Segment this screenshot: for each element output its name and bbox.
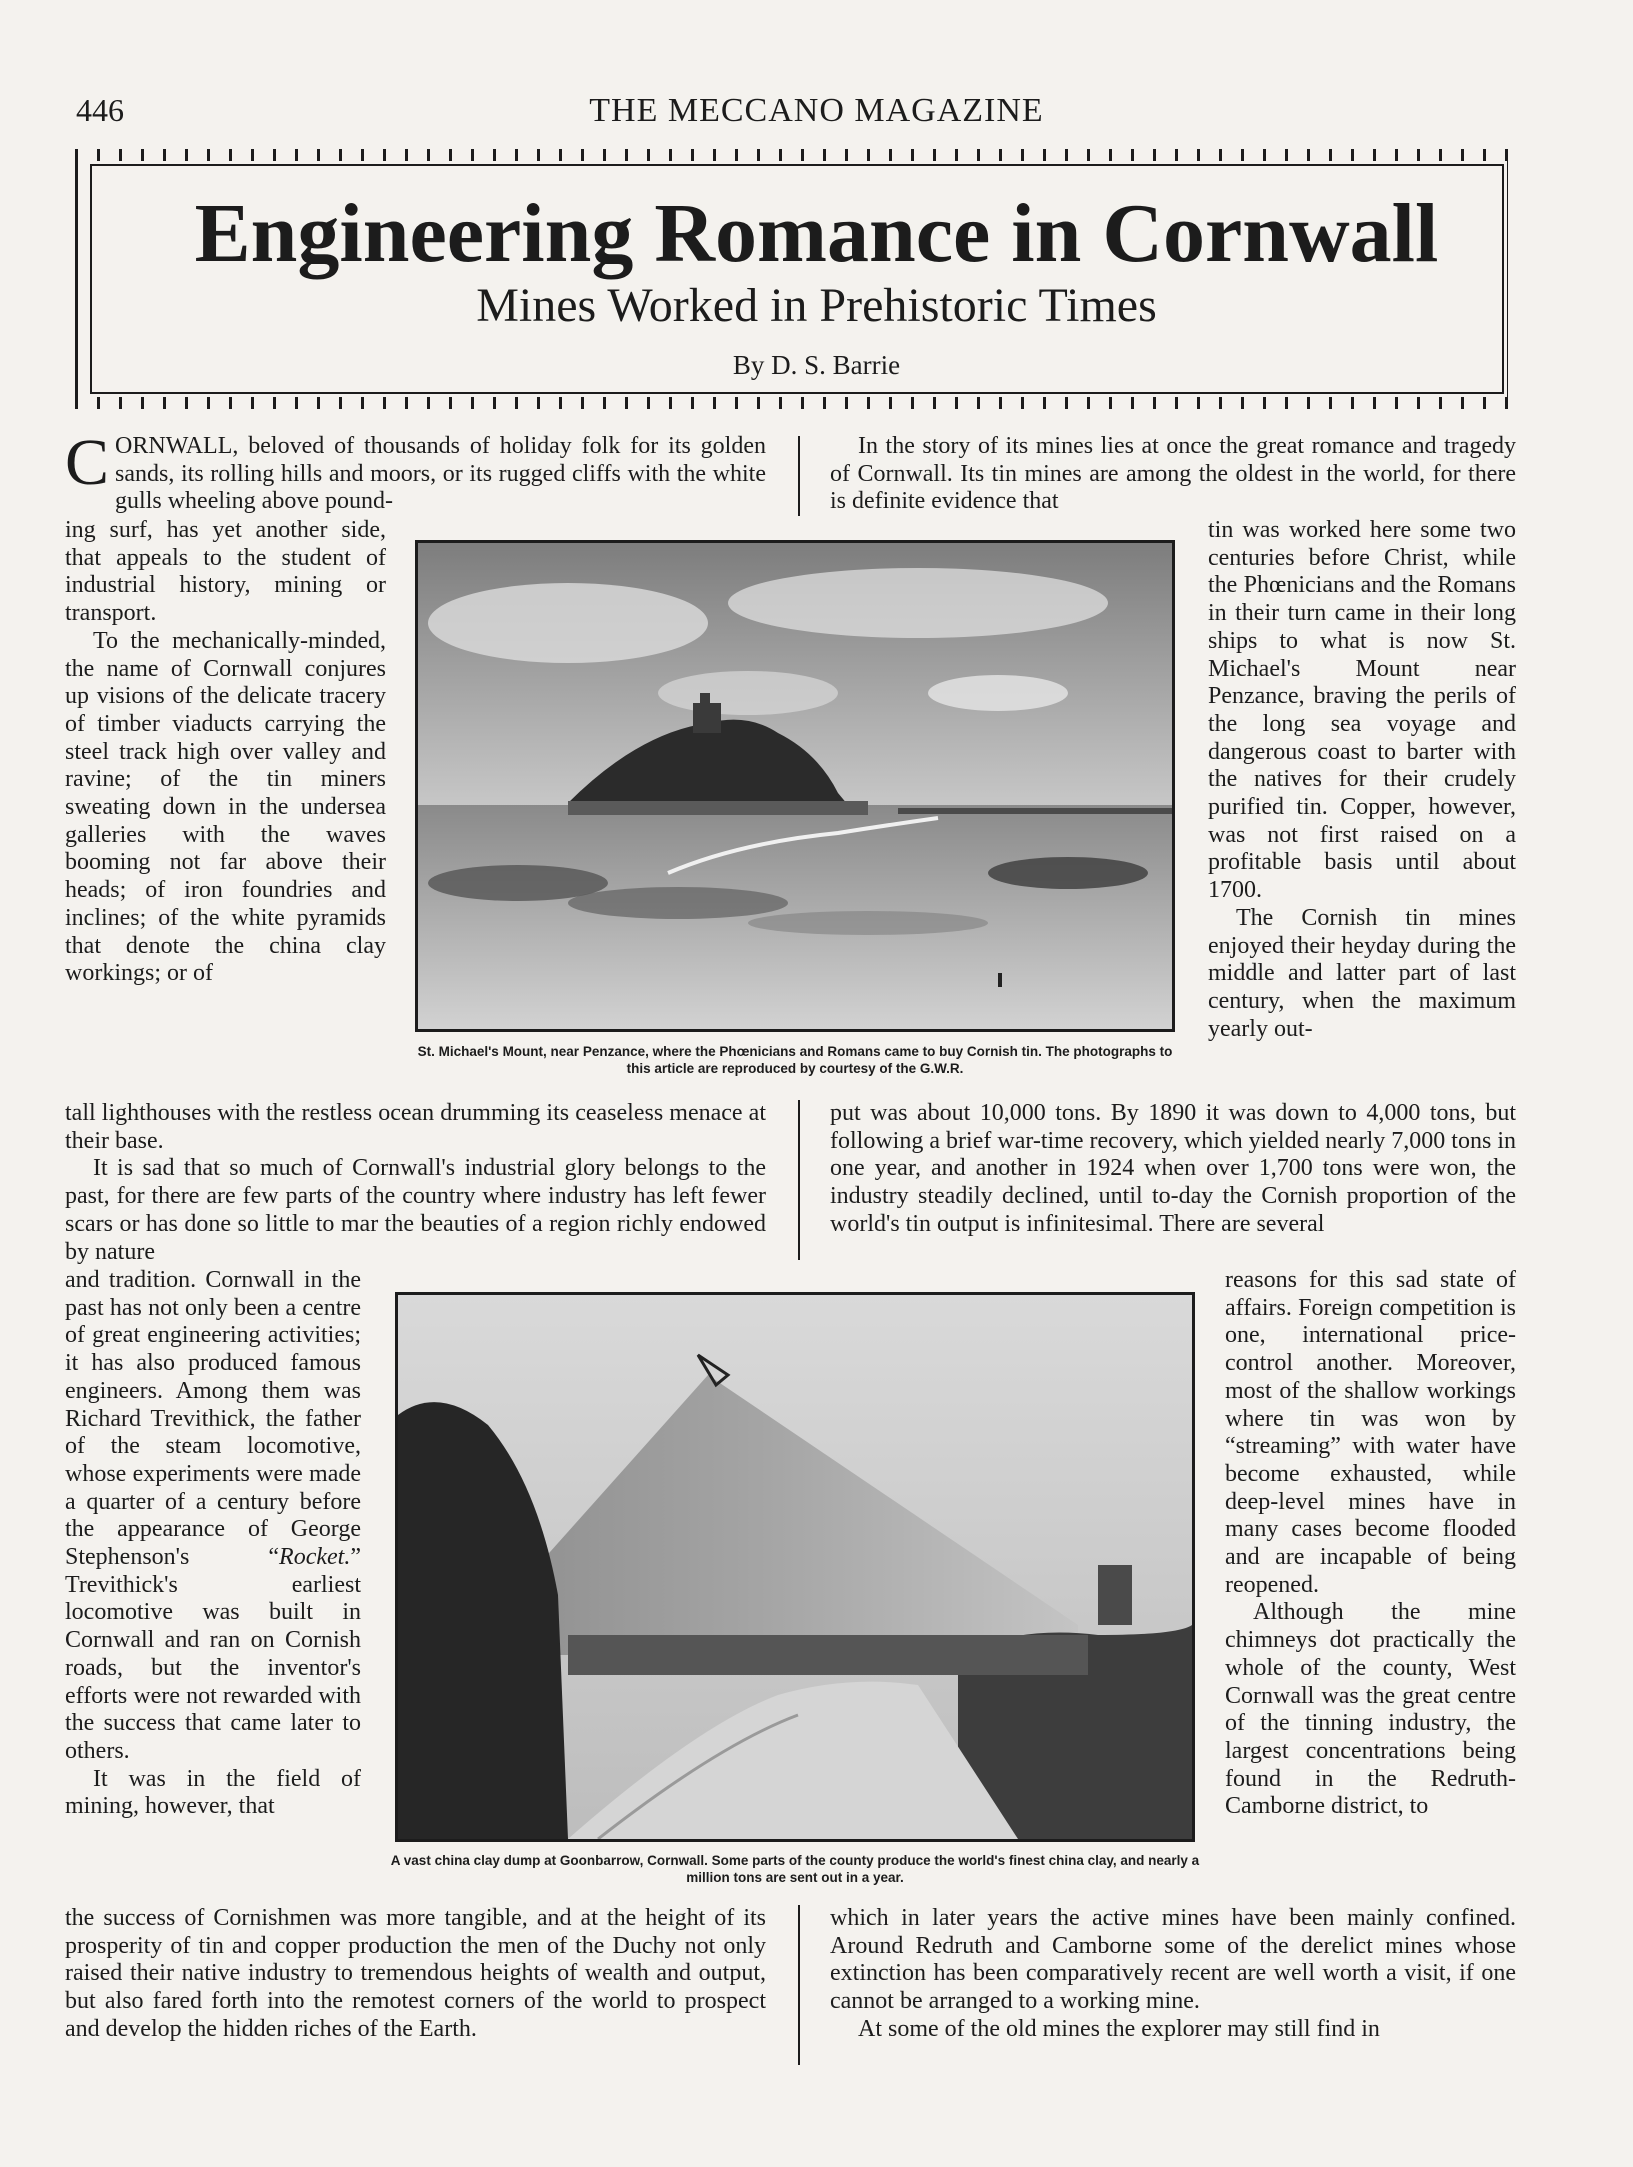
paragraph: The Cornish tin mines enjoyed their heyday during the middle and latter part of last century, when the maximum yearly out- [1208, 904, 1516, 1042]
right-column-mid [830, 1100, 1516, 1239]
page-number: 446 [76, 92, 124, 128]
column-rule [798, 436, 800, 516]
paragraph: It is sad that so much of Cornwall's industrial glory belongs to the past, for there are few parts of the country where industry has left fewer scars or has done so little to mar the beauties of a region richly endowed by nature [65, 1155, 766, 1265]
intro-text: ORNWALL, beloved of thousands of holiday folk for its golden sands, its rolling hills and moors, or its rugged cliffs with the white gulls wheeling above pound- [115, 433, 766, 515]
column-rule [798, 1905, 800, 2065]
magazine-title: THE MECCANO MAGAZINE [589, 92, 1044, 129]
paragraph: the success of Cornishmen was more tangible, and at the height of its prosperity of tin and copper production the men of the Duchy not only raised their native industry to tremendous heights of wealth and output, but also fared forth into the remotest corners of the world to prospect and develop the hidden riches of the Earth. [65, 1905, 766, 2042]
paragraph: Although the mine chimneys dot practically the whole of the county, West Cornwall was the great centre of the tinning industry, the largest concentrations being found in the Redruth-Camborne district, to [1225, 1599, 1516, 1820]
paragraph: To the mechanically-minded, the name of Cornwall conjures up visions of the delicate tracery of timber viaducts carrying the steel track high over valley and ravine; of the tin miners sweating down in the undersea galleries with the waves booming not far above their heads; of iron foundries and inclines; of the white pyramids that denote the china clay workings; or of [65, 627, 386, 987]
paragraph: put was about 10,000 tons. By 1890 it was down to 4,000 tons, but following a brief war-time recovery, which yielded nearly 7,000 tons in one year, and another in 1924 when over 1,700 tons were won, the industry steadily declined, until to-day the Cornish proportion of the world's tin output is infinitesimal. There are several [830, 1100, 1516, 1237]
left-column-narrow-1 [65, 517, 386, 988]
article-title: Engineering Romance in Cornwall [194, 187, 1439, 280]
article-byline: By D. S. Barrie [732, 350, 901, 380]
china-clay-dump-image [398, 1295, 1192, 1839]
paragraph: It was in the field of mining, however, that [65, 1765, 361, 1820]
paragraph: tin was worked here some two centuries before Christ, while the Phœnicians and the Romans in their turn came in their long ships to what is now St. Michael's Mount near Penzance, braving the perils of the long sea voyage and dangerous coast to barter with the natives for their crudely purified tin. Copper, however, was not first raised on a profitable basis until about 1700. [1208, 517, 1516, 904]
left-column-bottom [65, 1905, 766, 2044]
paragraph: tall lighthouses with the restless ocean drumming its ceaseless menace at their base. [65, 1100, 766, 1154]
paragraph: reasons for this sad state of affairs. Foreign competition is one, international price-control another. Moreover, most of the shallow workings where tin was won by “streaming” with water have become exhausted, while deep-level mines have in many cases become flooded and are incapable of being reopened. [1225, 1267, 1516, 1598]
column-rule [798, 1100, 800, 1260]
right-column-intro [830, 433, 1516, 516]
right-column-narrow-1 [1208, 517, 1516, 1043]
drop-cap: C [65, 426, 110, 499]
left-column-intro [65, 426, 766, 516]
left-column-narrow-2: and tradition. Cornwall in the past has not only been a centre of great engineering activities; it has also produced famous engineers. Among them was Richard Trevithick, the father of the steam locomotive, whose experiments were made a quarter of a century before the appearance of George Stephenson's “Rocket.” Trevithick's earliest locomotive was built in Cornwall and ran on Cornish roads, but the inventor's efforts were not rewarded with the success that came later to others. It was in the field of mining, however, that [65, 1267, 361, 1820]
photo-st-michaels-mount [415, 540, 1175, 1032]
photo1-caption: St. Michael's Mount, near Penzance, where the Phœnicians and Romans came to buy Cornish tin. The photographs to this article are reproduced by courtesy of the G.W.R. [417, 1044, 1173, 1076]
photo2-caption: A vast china clay dump at Goonbarrow, Cornwall. Some parts of the county produce the world's finest china clay, and nearly a million tons are sent out in a year. [390, 1853, 1200, 1885]
paragraph: ing surf, has yet another side, that appeals to the student of industrial history, mining or transport. [65, 517, 386, 627]
paragraph: which in later years the active mines have been mainly confined. Around Redruth and Camborne some of the derelict mines whose extinction has been comparatively recent are well worth a visit, if one cannot be arranged to a working mine. [830, 1905, 1516, 2015]
paragraph: In the story of its mines lies at once the great romance and tragedy of Cornwall. Its tin mines are among the oldest in the world, for there is definite evidence that [830, 433, 1516, 515]
paragraph: At some of the old mines the explorer may still find in [858, 2015, 1380, 2042]
photo-china-clay-dump [395, 1292, 1195, 1842]
right-column-bottom [830, 1905, 1516, 2044]
st-michaels-mount-image [418, 543, 1172, 1029]
left-column-mid [65, 1100, 766, 1266]
article-subtitle: Mines Worked in Prehistoric Times [476, 279, 1157, 332]
right-column-narrow-2 [1225, 1267, 1516, 1821]
